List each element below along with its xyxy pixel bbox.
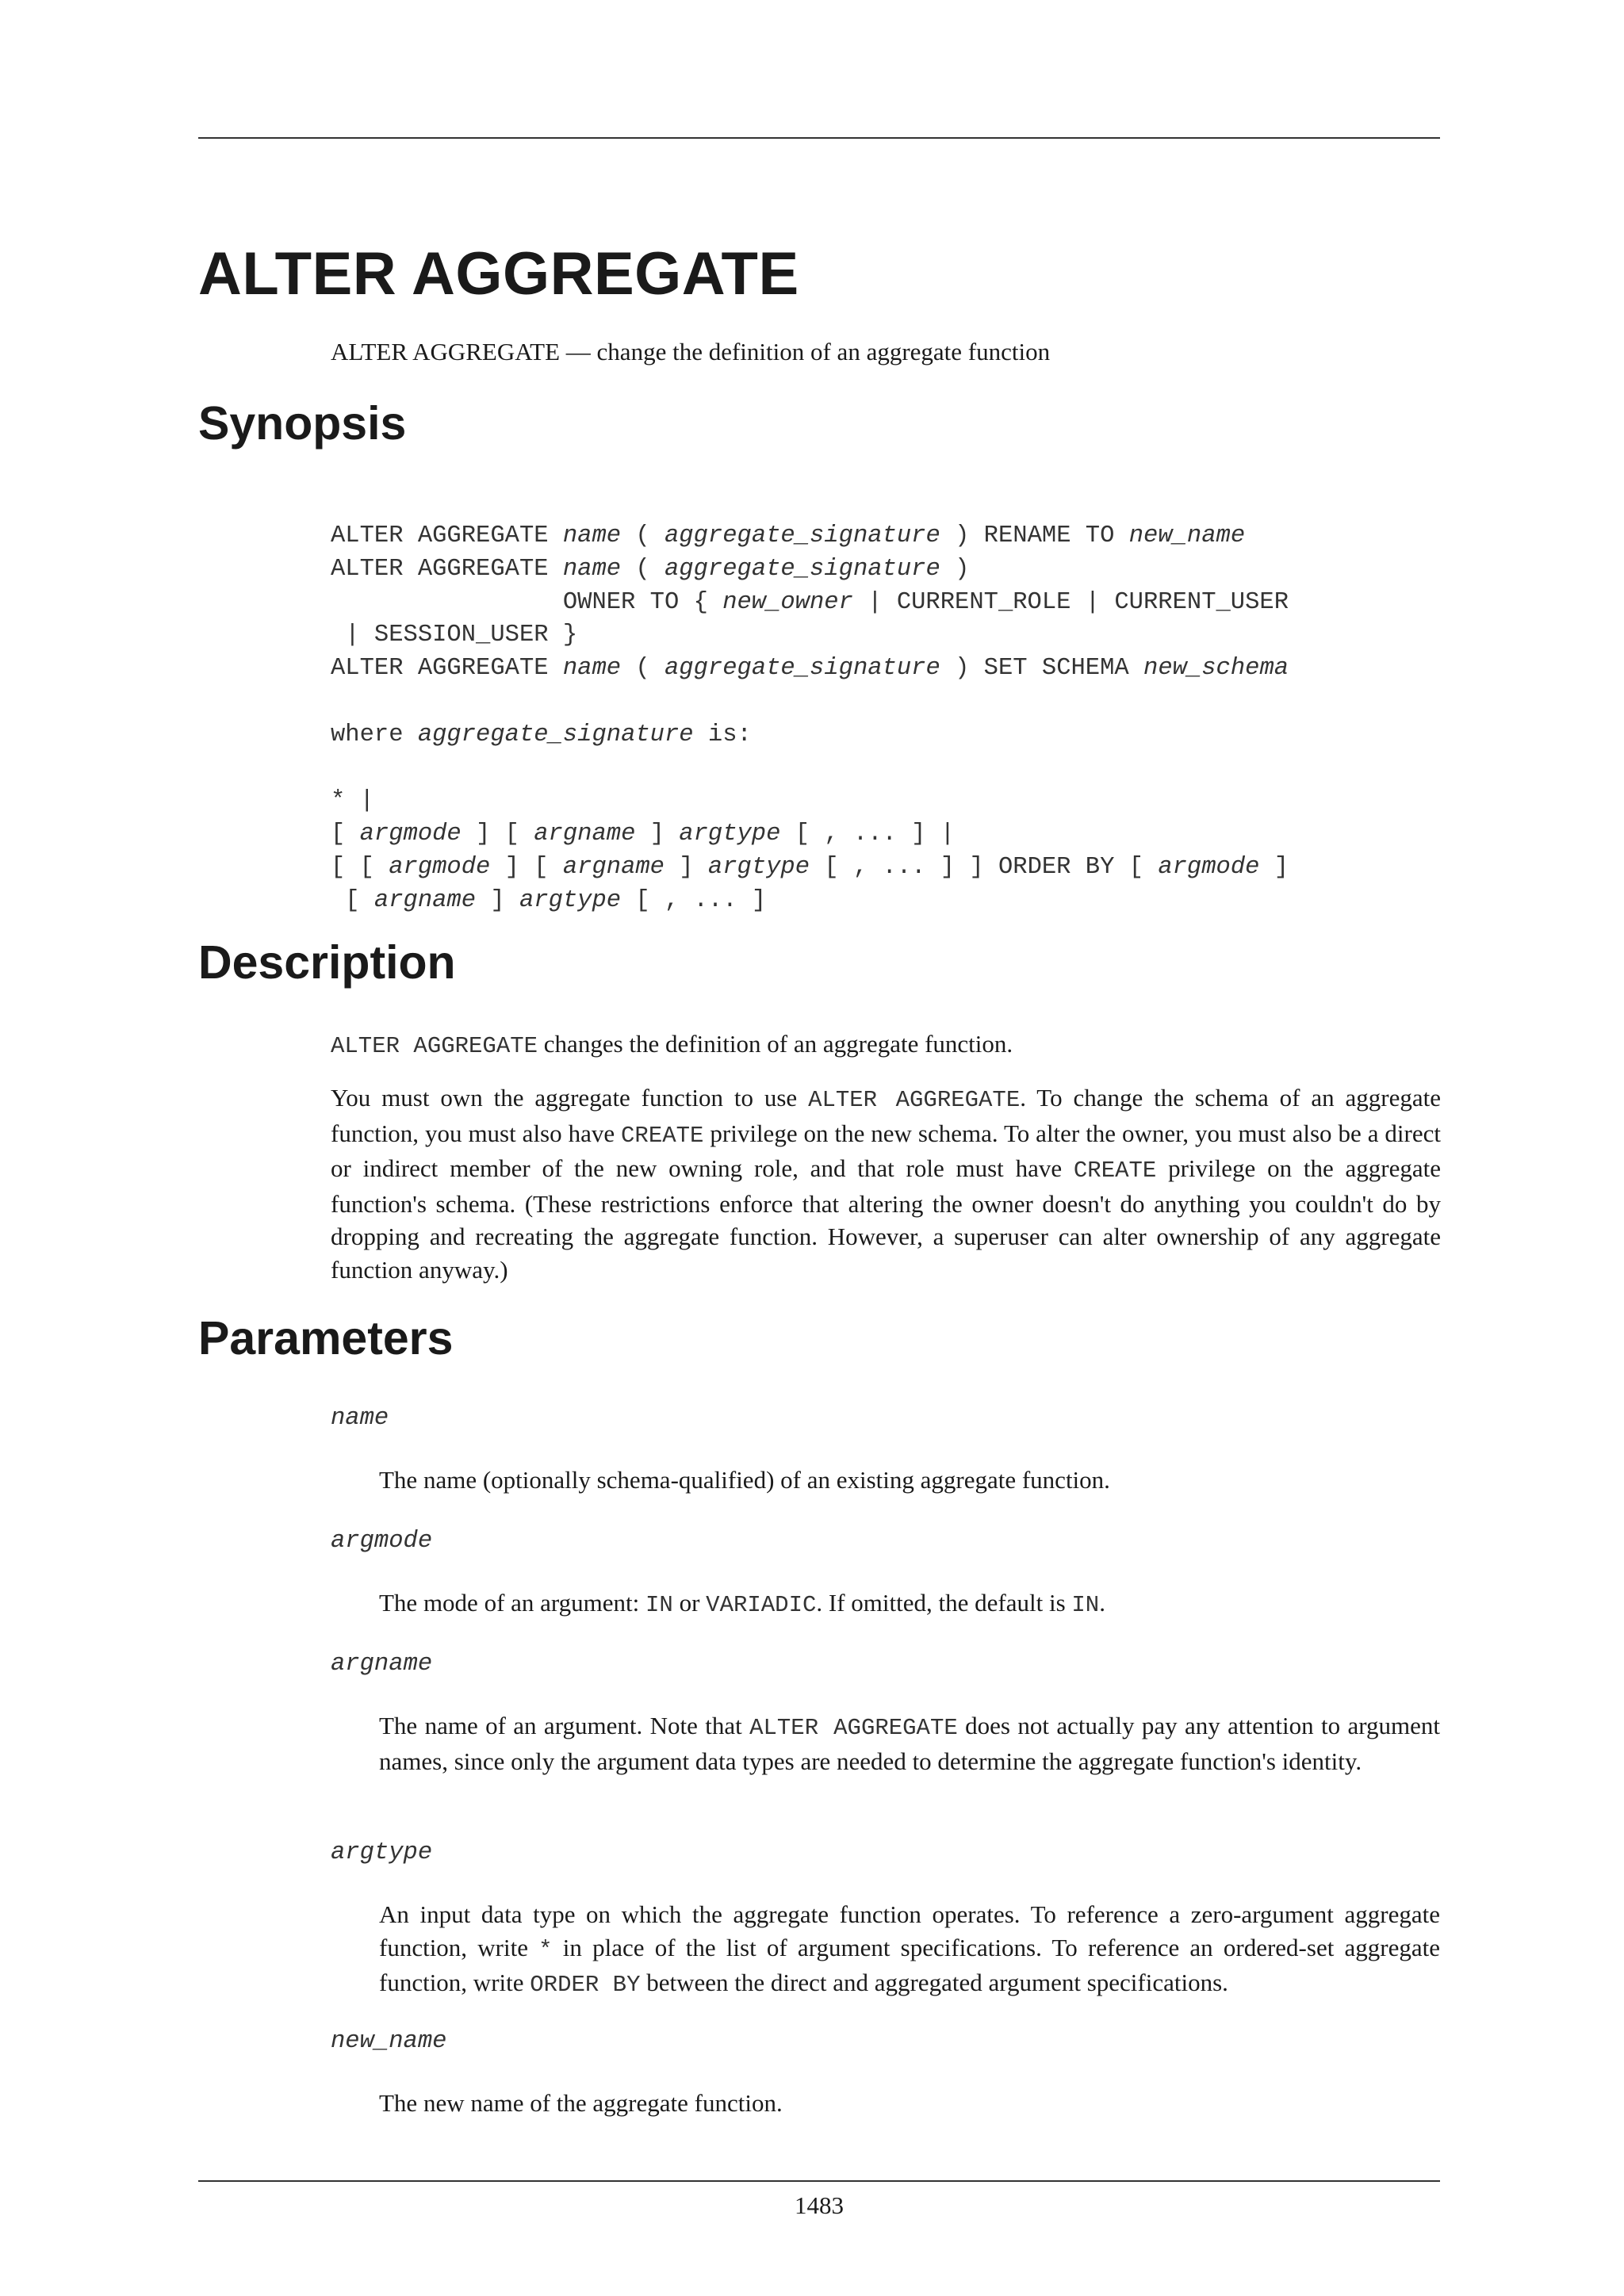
inline-code: ALTER AGGREGATE — [749, 1715, 958, 1741]
synopsis-placeholder: argmode — [389, 853, 491, 881]
synopsis-block — [331, 520, 1289, 918]
synopsis-line: * | — [331, 787, 374, 815]
synopsis-line: [ [ argmode ] [ argname ] argtype [ , ... ] ] ORDER BY [ argmode ] — [331, 853, 1289, 881]
description-paragraph-1: ALTER AGGREGATE changes the definition of an aggregate function. — [331, 1030, 1013, 1059]
synopsis-placeholder: argmode — [1158, 853, 1260, 881]
section-heading-parameters: Parameters — [198, 1312, 454, 1364]
synopsis-line: where aggregate_signature is: — [331, 721, 752, 748]
header-rule — [198, 137, 1440, 139]
synopsis-placeholder: argname — [562, 853, 665, 881]
synopsis-placeholder: aggregate_signature — [417, 721, 694, 748]
page-number: 1483 — [795, 2191, 844, 2219]
synopsis-line: ALTER AGGREGATE name ( aggregate_signature ) — [331, 555, 970, 583]
inline-code: CREATE — [621, 1122, 704, 1149]
param-term-argmode: argmode — [331, 1528, 433, 1555]
inline-code: VARIADIC — [706, 1592, 817, 1618]
synopsis-placeholder: new_schema — [1143, 655, 1289, 683]
synopsis-placeholder: name — [562, 655, 622, 683]
inline-code: ORDER BY — [530, 1972, 641, 1998]
synopsis-placeholder: argtype — [519, 886, 622, 914]
synopsis-placeholder: argmode — [359, 821, 462, 848]
param-term-name: name — [331, 1405, 389, 1432]
synopsis-placeholder: name — [562, 555, 622, 583]
section-heading-description: Description — [198, 936, 456, 989]
refentry-purpose: ALTER AGGREGATE — change the definition of an aggregate function — [331, 338, 1051, 365]
synopsis-placeholder: name — [562, 522, 622, 549]
synopsis-placeholder: argtype — [679, 821, 781, 848]
description-paragraph-2: You must own the aggregate function to use ALTER AGGREGATE. To change the schema of an aggregate function, you must also have CREATE privilege on the new schema. To alter the owner, you must also be a direct or indirect member of the new owning role, and that role must have CREATE privilege on the aggregate function's schema. (These restrictions enforce that altering the owner doesn't do anything you couldn't do by dropping and recreating the aggregate function. However, a superuser can alter ownership of any aggregate function anyway.) — [331, 1084, 1441, 1284]
synopsis-line: ALTER AGGREGATE name ( aggregate_signature ) SET SCHEMA new_schema — [331, 655, 1289, 683]
synopsis-placeholder: new_owner — [722, 588, 853, 616]
synopsis-placeholder: argname — [534, 821, 636, 848]
param-term-new-name: new_name — [331, 2028, 447, 2055]
synopsis-placeholder: argtype — [707, 853, 810, 881]
inline-code: ALTER AGGREGATE — [331, 1033, 538, 1059]
synopsis-placeholder: argname — [373, 886, 477, 914]
synopsis-line: ALTER AGGREGATE name ( aggregate_signature ) RENAME TO new_name — [331, 522, 1246, 549]
page-title: ALTER AGGREGATE — [198, 240, 799, 308]
section-heading-synopsis: Synopsis — [198, 397, 407, 450]
synopsis-placeholder: aggregate_signature — [665, 555, 940, 583]
param-desc-new-name: The new name of the aggregate function. — [379, 2089, 783, 2117]
param-term-argtype: argtype — [331, 1839, 433, 1866]
inline-code: CREATE — [1073, 1158, 1157, 1184]
inline-code: IN — [1071, 1592, 1100, 1618]
param-desc-argname: The name of an argument. Note that ALTER AGGREGATE does not actually pay any attention to argument names, since only the argument data types are needed to determine the aggregate function's identity. — [379, 1712, 1440, 1775]
param-desc-argmode: The mode of an argument: IN or VARIADIC. If omitted, the default is IN. — [379, 1589, 1105, 1618]
synopsis-line: [ argmode ] [ argname ] argtype [ , ... ] | — [331, 821, 956, 848]
synopsis-placeholder: aggregate_signature — [665, 655, 940, 683]
synopsis-line: OWNER TO { new_owner | CURRENT_ROLE | CURRENT_USER — [331, 588, 1289, 616]
inline-code: ALTER AGGREGATE — [808, 1087, 1021, 1113]
synopsis-placeholder: new_name — [1128, 522, 1246, 549]
inline-code: * — [538, 1936, 553, 1963]
inline-code: IN — [645, 1592, 673, 1618]
param-desc-argtype: An input data type on which the aggregate function operates. To reference a zero-argument aggregate function, write * in place of the list of argument specifications. To reference an ordered-set aggregate function, write ORDER BY between the direct and aggregated argument specifications. — [379, 1900, 1440, 1998]
synopsis-line: | SESSION_USER } — [331, 622, 578, 649]
param-desc-name: The name (optionally schema-qualified) of an existing aggregate function. — [379, 1466, 1110, 1494]
synopsis-placeholder: aggregate_signature — [665, 522, 940, 549]
synopsis-line: [ argname ] argtype [ , ... ] — [331, 886, 767, 914]
footer-rule — [198, 2180, 1440, 2182]
param-term-argname: argname — [331, 1651, 433, 1678]
